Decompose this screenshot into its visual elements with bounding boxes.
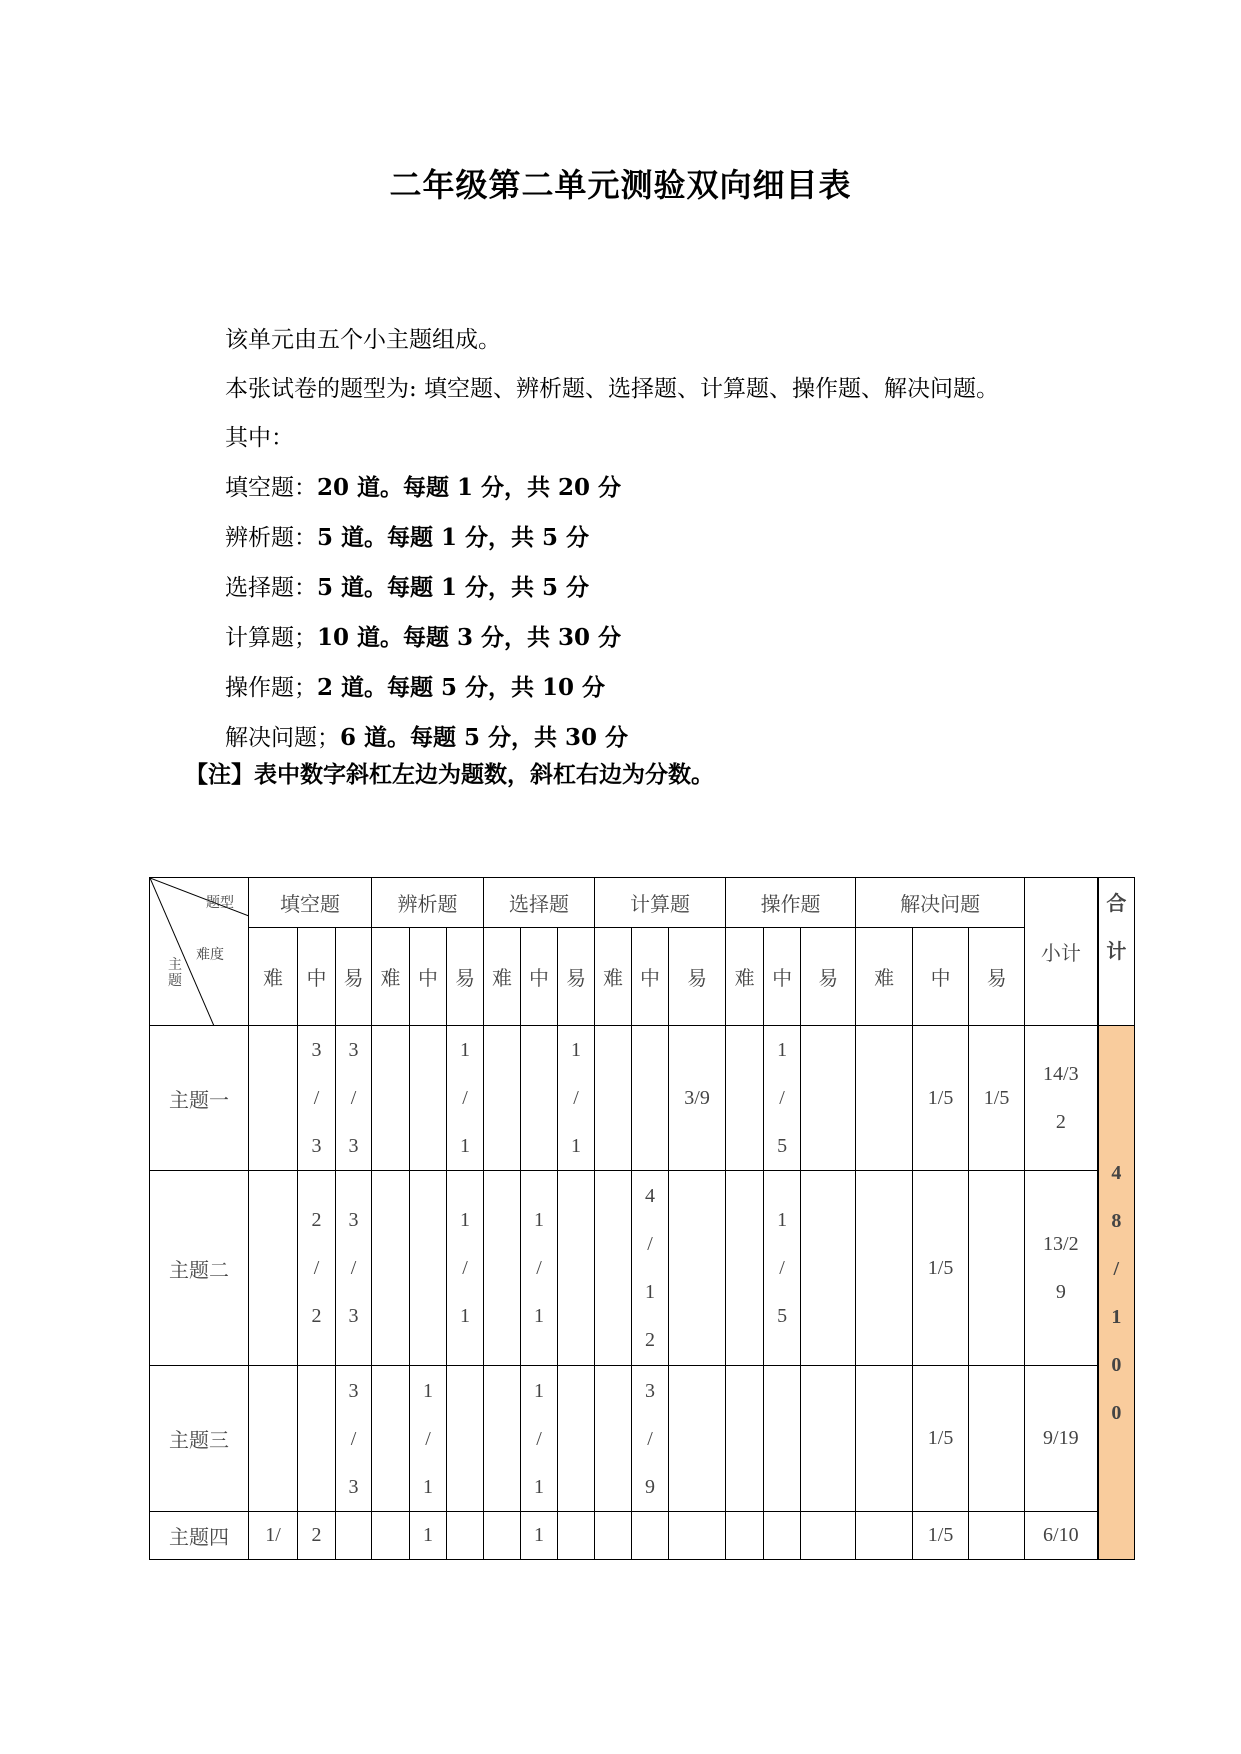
cell-empty [632,1026,669,1171]
cell-empty [249,1171,298,1366]
cell-empty [410,1026,447,1171]
cell-value: 1/5 [913,1171,969,1366]
row-topic: 主题三 [150,1366,249,1512]
row-topic: 主题二 [150,1171,249,1366]
cell-empty [856,1171,913,1366]
cell-empty [726,1366,764,1512]
header-type-bianxi: 辨析题 [372,878,484,928]
cell-empty [595,1512,632,1560]
cell-value: 3/9 [669,1026,726,1171]
item-name: 计算题； [225,625,317,651]
cell-empty [372,1366,410,1512]
table-row [150,1026,1135,1171]
intro-item [225,513,999,563]
cell-value: 1 / 1 [410,1366,447,1512]
row-topic: 主题一 [150,1026,249,1171]
cell-value: 2 / 2 [298,1171,336,1366]
grand-total-char: 0 [1111,1401,1122,1424]
cell-value: 1 / 1 [447,1026,484,1171]
header-type-jisuan: 计算题 [595,878,726,928]
cell-empty [336,1512,372,1560]
cell-empty [249,1366,298,1512]
cell-empty [372,1026,410,1171]
cell-value: 3 / 9 [632,1366,669,1512]
intro-item [225,663,999,713]
intro-item [225,563,999,613]
cell-value: 1 / 1 [521,1366,558,1512]
grand-total-char: 4 [1111,1161,1122,1184]
grand-total [1098,1026,1135,1560]
cell-empty [447,1512,484,1560]
corner-topic-label: 主题 [168,958,182,989]
cell-empty [484,1026,521,1171]
row-subtotal: 9/19 [1025,1366,1098,1512]
cell-empty [726,1512,764,1560]
cell-empty [595,1026,632,1171]
item-detail: 20 道。每题 1 分，共 20 分 [317,474,622,501]
header-total-char: 计 [1106,941,1127,963]
header-diff-easy: 易 [969,928,1025,1026]
cell-empty [801,1512,856,1560]
header-diff-hard: 难 [726,928,764,1026]
header-diff-easy: 易 [447,928,484,1026]
cell-empty [669,1512,726,1560]
header-diff-mid: 中 [764,928,801,1026]
header-diff-hard: 难 [249,928,298,1026]
cell-value: 1/ [249,1512,298,1560]
header-diff-mid: 中 [521,928,558,1026]
cell-empty [969,1171,1025,1366]
detail-table [149,877,1135,1560]
cell-value: 1/5 [913,1512,969,1560]
item-name: 解决问题； [225,725,340,751]
table-row [150,1512,1135,1560]
cell-value: 1 / 1 [447,1171,484,1366]
intro-item [225,613,999,663]
row-topic: 主题四 [150,1512,249,1560]
header-diff-mid: 中 [410,928,447,1026]
cell-value: 1 / 1 [521,1171,558,1366]
header-total [1098,878,1135,1026]
cell-empty [632,1512,669,1560]
cell-empty [484,1171,521,1366]
grand-total-char: 0 [1111,1353,1122,1376]
item-detail: 6 道。每题 5 分，共 30 分 [340,724,629,751]
header-type-tiankong: 填空题 [249,878,372,928]
cell-empty [372,1171,410,1366]
cell-empty [726,1171,764,1366]
table-corner-cell [150,878,249,1026]
corner-difficulty-label: 难度 [196,948,224,963]
header-diff-hard: 难 [484,928,521,1026]
table-row [150,1171,1135,1366]
header-type-caozuo: 操作题 [726,878,856,928]
item-detail: 2 道。每题 5 分，共 10 分 [317,674,606,701]
header-total-char: 合 [1106,893,1127,915]
cell-empty [595,1366,632,1512]
cell-empty [801,1171,856,1366]
cell-empty [558,1512,595,1560]
header-subtotal: 小计 [1025,878,1098,1026]
row-subtotal: 13/2 9 [1025,1171,1098,1366]
cell-value: 3 / 3 [336,1366,372,1512]
cell-empty [595,1171,632,1366]
cell-value: 1 / 5 [764,1026,801,1171]
cell-value: 3 / 3 [336,1026,372,1171]
item-name: 填空题： [225,475,317,501]
header-type-xuanze: 选择题 [484,878,595,928]
header-diff-hard: 难 [856,928,913,1026]
cell-empty [969,1366,1025,1512]
cell-value: 1/5 [913,1366,969,1512]
header-diff-mid: 中 [632,928,669,1026]
intro-item [225,463,999,513]
cell-empty [856,1366,913,1512]
cell-value: 3 / 3 [336,1171,372,1366]
cell-empty [969,1512,1025,1560]
cell-empty [484,1366,521,1512]
intro-section [225,316,999,763]
cell-value: 2 [298,1512,336,1560]
header-diff-easy: 易 [669,928,726,1026]
item-detail: 5 道。每题 1 分，共 5 分 [317,524,590,551]
cell-empty [372,1512,410,1560]
cell-empty [558,1171,595,1366]
cell-empty [410,1171,447,1366]
header-diff-easy: 易 [558,928,595,1026]
cell-empty [801,1366,856,1512]
cell-empty [558,1366,595,1512]
cell-value: 1 [521,1512,558,1560]
grand-total-char: 8 [1111,1209,1122,1232]
cell-empty [764,1366,801,1512]
cell-empty [669,1366,726,1512]
cell-empty [447,1366,484,1512]
cell-empty [856,1026,913,1171]
header-diff-hard: 难 [595,928,632,1026]
cell-empty [856,1512,913,1560]
header-diff-mid: 中 [913,928,969,1026]
grand-total-char: 1 [1111,1305,1122,1328]
item-name: 辨析题： [225,525,317,551]
cell-empty [669,1171,726,1366]
header-diff-mid: 中 [298,928,336,1026]
table-row [150,1366,1135,1512]
table-note: 【注】表中数字斜杠左边为题数，斜杠右边为分数。 [185,761,714,788]
cell-empty [521,1026,558,1171]
cell-value: 1 [410,1512,447,1560]
corner-type-label: 题型 [206,896,234,911]
intro-line-types: 本张试卷的题型为: 填空题、辨析题、选择题、计算题、操作题、解决问题。 [225,376,1000,402]
cell-empty [298,1366,336,1512]
cell-value: 4 / 1 2 [632,1171,669,1366]
row-subtotal: 6/10 [1025,1512,1098,1560]
cell-value: 1/5 [913,1026,969,1171]
cell-value: 1 / 5 [764,1171,801,1366]
header-type-jiejue: 解决问题 [856,878,1025,928]
cell-value: 3 / 3 [298,1026,336,1171]
intro-line-topics: 该单元由五个小主题组成。 [225,327,501,353]
cell-empty [801,1026,856,1171]
header-diff-hard: 难 [372,928,410,1026]
grand-total-char: / [1113,1257,1120,1280]
cell-value: 1 / 1 [558,1026,595,1171]
header-diff-easy: 易 [336,928,372,1026]
item-name: 操作题； [225,675,317,701]
item-detail: 10 道。每题 3 分，共 30 分 [317,624,622,651]
cell-empty [764,1512,801,1560]
item-detail: 5 道。每题 1 分，共 5 分 [317,574,590,601]
cell-value: 1/5 [969,1026,1025,1171]
header-diff-easy: 易 [801,928,856,1026]
item-name: 选择题： [225,575,317,601]
cell-empty [484,1512,521,1560]
row-subtotal: 14/3 2 [1025,1026,1098,1171]
cell-empty [726,1026,764,1171]
cell-empty [249,1026,298,1171]
page-title: 二年级第二单元测验双向细目表 [389,166,852,204]
intro-line-among: 其中： [225,425,294,451]
